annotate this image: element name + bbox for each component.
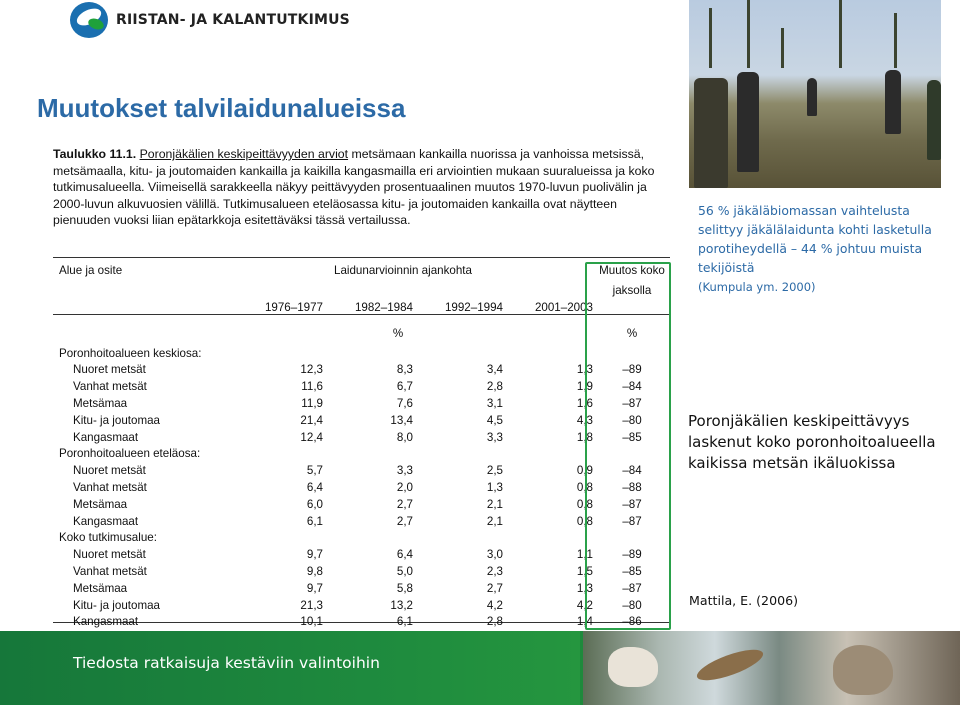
table-row	[53, 597, 671, 614]
table-row	[53, 462, 671, 479]
change-cell: –87	[622, 397, 642, 411]
table-row	[53, 429, 671, 446]
row-label: Kitu- ja joutomaa	[73, 413, 160, 427]
reference: Mattila, E. (2006)	[689, 593, 799, 608]
value-cell: 7,6	[396, 397, 413, 411]
value-cell: 9,7	[306, 581, 323, 595]
value-cell: 12,4	[300, 430, 323, 444]
value-cell: 2,5	[486, 464, 503, 478]
footer-image-strip	[583, 631, 960, 705]
group-row	[53, 530, 671, 547]
value-cell: 3,1	[486, 397, 503, 411]
value-cell: 3,3	[486, 430, 503, 444]
value-cell: 6,1	[396, 615, 413, 629]
value-cell: 3,3	[396, 464, 413, 478]
value-cell: 2,7	[396, 514, 413, 528]
row-label: Vanhat metsät	[73, 565, 147, 579]
wolf-image	[833, 645, 893, 695]
field-photo	[689, 0, 941, 188]
row-label: Kangasmaat	[73, 615, 139, 629]
group-name: Poronhoitoalueen eteläosa:	[59, 447, 201, 461]
row-label: Kangasmaat	[73, 430, 139, 444]
value-cell: 1,5	[576, 565, 593, 579]
value-cell: 0,8	[576, 497, 593, 511]
year-col-2: 1982–1984	[354, 300, 413, 314]
value-cell: 0,8	[576, 514, 593, 528]
table-row	[53, 513, 671, 530]
logo-text: RIISTAN- JA KALANTUTKIMUS	[116, 12, 350, 28]
slide-title: Muutokset talvilaidunalueissa	[37, 93, 406, 123]
value-cell: 1,4	[576, 615, 593, 629]
value-cell: 2,0	[396, 481, 413, 495]
row-label: Nuoret metsät	[73, 464, 146, 478]
table-row	[53, 412, 671, 429]
group-row	[53, 446, 671, 463]
row-label: Vanhat metsät	[73, 380, 147, 394]
change-cell: –80	[622, 413, 642, 427]
value-cell: 11,9	[301, 397, 323, 411]
change-cell: –80	[622, 598, 642, 612]
value-cell: 0,8	[576, 481, 593, 495]
value-cell: 11,6	[301, 380, 323, 394]
value-cell: 9,7	[306, 548, 323, 562]
change-cell: –84	[622, 380, 642, 394]
value-cell: 5,0	[396, 565, 413, 579]
cover-decline-note: Poronjäkälien keskipeittävyys laskenut koko poronhoitoalueella kaikissa metsän ikäluokissa	[688, 412, 936, 472]
change-cell: –89	[622, 363, 642, 377]
value-cell: 2,3	[486, 565, 503, 579]
table-row	[53, 546, 671, 563]
table-row	[53, 479, 671, 496]
value-cell: 6,4	[396, 548, 413, 562]
year-col-1: 1976–1977	[264, 300, 323, 314]
value-cell: 13,2	[390, 598, 413, 612]
value-cell: 13,4	[390, 413, 413, 427]
value-cell: 21,4	[300, 413, 323, 427]
caption-text: metsämaan kankailla nuorissa ja vanhoissa metsissä, metsämaalla, kitu- ja joutomaiden kankailla ja kaikilla kangasmailla eri arviointien mukaan suuralueissa ja koko tutkimusalueella. Viimeisellä sarakkeella näkyy peittävyyden prosentuaalinen muutos 1970-luvun puolivälin ja 2000-luvun alkuvuosien välillä. Tutkimusalueen eteläosassa kitu- ja joutomaiden kankailla ovat näytteen pienuuden vuoksi liian epätarkkoja esitettäväksi tässä vertailussa.	[53, 147, 655, 227]
fish-image	[694, 644, 767, 687]
row-label: Kangasmaat	[73, 514, 139, 528]
value-cell: 21,3	[300, 598, 323, 612]
change-column-highlight	[585, 262, 671, 630]
group-name: Poronhoitoalueen keskiosa:	[59, 346, 202, 360]
value-cell: 6,0	[306, 497, 323, 511]
value-cell: 2,7	[396, 497, 413, 511]
change-cell: –89	[622, 548, 642, 562]
value-cell: 1,3	[576, 581, 593, 595]
table-row	[53, 580, 671, 597]
value-cell: 3,0	[486, 548, 503, 562]
table-caption	[53, 146, 671, 229]
value-cell: 1,8	[576, 430, 593, 444]
table-row	[53, 395, 671, 412]
value-cell: 5,8	[396, 581, 413, 595]
row-label: Metsämaa	[73, 397, 128, 411]
change-cell: –87	[622, 497, 642, 511]
value-cell: 2,1	[486, 497, 503, 511]
value-cell: 1,1	[576, 548, 593, 562]
value-cell: 10,1	[300, 615, 323, 629]
value-cell: 2,7	[486, 581, 503, 595]
value-cell: 1,3	[486, 481, 503, 495]
value-cell: 3,4	[486, 363, 503, 377]
table-row	[53, 496, 671, 513]
caption-label: Taulukko 11.1.	[53, 147, 137, 161]
table-row	[53, 563, 671, 580]
change-cell: –88	[622, 481, 642, 495]
value-cell: 1,9	[576, 380, 593, 394]
biomass-note-source: (Kumpula ym. 2000)	[698, 280, 816, 294]
header-period: Laidunarvioinnin ajankohta	[334, 264, 472, 277]
header-change-line1: Muutos koko	[599, 264, 665, 277]
lichen-cover-table	[53, 258, 671, 630]
footer-slogan: Tiedosta ratkaisuja kestäviin valintoihin	[73, 654, 380, 672]
value-cell: 2,8	[486, 380, 503, 394]
value-cell: 2,8	[486, 615, 503, 629]
year-col-3: 1992–1994	[444, 300, 503, 314]
biomass-note-text: 56 % jäkäläbiomassan vaihtelusta selittyy jäkälälaidunta kohti lasketulla porotiheydellä – 44 % johtuu muista tekijöistä	[698, 203, 932, 275]
value-cell: 4,2	[576, 598, 593, 612]
value-cell: 1,6	[576, 397, 593, 411]
row-label: Kitu- ja joutomaa	[73, 598, 160, 612]
value-cell: 6,1	[306, 514, 323, 528]
change-cell: –85	[622, 565, 642, 579]
row-label: Metsämaa	[73, 581, 128, 595]
value-cell: 6,4	[306, 481, 323, 495]
value-cell: 8,0	[396, 430, 413, 444]
value-cell: 4,2	[486, 598, 503, 612]
row-label: Metsämaa	[73, 497, 128, 511]
change-cell: –84	[622, 464, 642, 478]
header-area: Alue ja osite	[59, 264, 123, 277]
row-label: Nuoret metsät	[73, 548, 146, 562]
group-row	[53, 345, 671, 362]
unit-right: %	[626, 327, 638, 341]
change-cell: –86	[622, 615, 642, 629]
change-cell: –87	[622, 581, 642, 595]
caption-underlined: Poronjäkälien keskipeittävyyden arviot	[139, 147, 349, 161]
value-cell: 0,9	[576, 464, 593, 478]
group-name: Koko tutkimusalue:	[59, 531, 157, 545]
value-cell: 4,5	[486, 413, 503, 427]
value-cell: 8,3	[396, 363, 413, 377]
value-cell: 1,3	[576, 363, 593, 377]
table-row	[53, 362, 671, 379]
value-cell: 5,7	[306, 464, 323, 478]
row-label: Vanhat metsät	[73, 481, 147, 495]
unit-left: %	[392, 327, 404, 341]
table-row	[53, 378, 671, 395]
logo	[70, 2, 350, 38]
change-cell: –85	[622, 430, 642, 444]
change-cell: –87	[622, 514, 642, 528]
year-col-4: 2001–2003	[534, 300, 593, 314]
reindeer-image	[608, 647, 658, 687]
value-cell: 6,7	[396, 380, 413, 394]
table-row	[53, 614, 671, 631]
value-cell: 4,3	[576, 413, 593, 427]
header-change-line2: jaksolla	[612, 284, 652, 297]
biomass-note	[698, 201, 958, 297]
row-label: Nuoret metsät	[73, 363, 146, 377]
value-cell: 2,1	[486, 514, 503, 528]
value-cell: 9,8	[306, 565, 323, 579]
value-cell: 12,3	[300, 363, 323, 377]
logo-mark-icon	[70, 2, 108, 38]
